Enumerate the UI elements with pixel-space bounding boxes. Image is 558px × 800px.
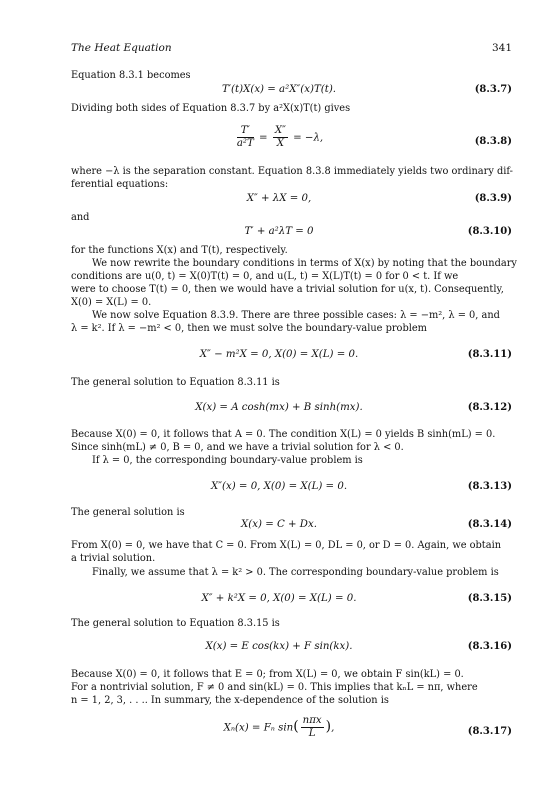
text-line: were to choose T(t) = 0, then we would have a trivial solution for u(x, t). Consequently, [71,284,504,295]
equation-number: (8.3.16) [467,641,512,652]
text-line: For a nontrivial solution, F ≠ 0 and sin(kL) = 0. This implies that kₙL = nπ, where [71,682,478,693]
fraction-numerator: X″ [274,125,286,136]
equation-number: (8.3.17) [467,726,512,737]
equation-body: X″(x) = 0, X(0) = X(L) = 0. [210,481,348,492]
text-line: The general solution to Equation 8.3.11 is [71,377,280,388]
fraction-denominator: L [308,728,316,739]
fraction [301,715,324,740]
equation-number: (8.3.8) [474,136,512,147]
equation-8-3-11 [0,349,558,363]
equation-body: X″ − m²X = 0, X(0) = X(L) = 0. [199,349,359,360]
text-line: and [71,212,90,223]
text-line: ferential equations: [71,179,169,190]
equation-body: Xₙ(x) = Fₙ sin( $\frac{\text{nπx}}{L}$ ), [223,715,335,739]
equation-8-3-9 [0,193,558,207]
equation-number: (8.3.14) [467,519,512,530]
equation-8-3-14 [0,519,558,533]
equation-body: T′(t)X(x) = a²X″(x)T(t). [221,84,337,95]
text-line: From X(0) = 0, we have that C = 0. From X(L) = 0, DL = 0, or D = 0. Again, we obtain [71,540,502,551]
fraction-denominator: a²T [236,138,254,149]
text-line: Finally, we assume that λ = k² > 0. The corresponding boundary-value problem is [92,567,499,578]
text-line: Since sinh(mL) ≠ 0, B = 0, and we have a trivial solution for λ < 0. [71,442,404,453]
equation-number: (8.3.7) [474,84,512,95]
fraction-numerator: T′ [237,125,254,138]
text-line: Dividing both sides of Equation 8.3.7 by a²X(x)T(t) gives [71,103,351,114]
equation-lhs: Xₙ(x) = Fₙ sin [223,722,294,734]
equation-tail: , [331,722,335,734]
equation-number: (8.3.11) [467,349,512,360]
fraction-denominator: X [276,138,284,149]
running-title: The Heat Equation [71,42,172,54]
page-number: 341 [491,42,512,54]
equation-8-3-10 [0,226,558,240]
text-line: for the functions X(x) and T(t), respectively. [71,245,288,256]
text-line: Because X(0) = 0, it follows that A = 0. The condition X(L) = 0 yields B sinh(mL) = 0. [71,429,496,440]
equation-8-3-17 [0,715,558,749]
equation-8-3-8 [0,125,558,159]
text-line: λ = k². If λ = −m² < 0, then we must solve the boundary-value problem [71,323,427,334]
equation-body: X(x) = C + Dx. [241,519,317,530]
equation-body: $\frac{T'}{\text{a²T}}$ = $\frac{X''}{X}$ = −λ, [236,125,324,149]
equation-body: X″ + k²X = 0, X(0) = X(L) = 0. [201,593,357,604]
equation-body: X(x) = E cos(kx) + F sin(kx). [205,641,353,652]
text-line: n = 1, 2, 3, . . .. In summary, the x-dependence of the solution is [71,695,389,706]
equation-8-3-15 [0,593,558,607]
equation-8-3-12 [0,402,558,416]
text-line: where −λ is the separation constant. Equation 8.3.8 immediately yields two ordinary dif- [71,166,513,177]
text-line: X(0) = X(L) = 0. [71,297,152,308]
equation-body: X(x) = A cosh(mx) + B sinh(mx). [195,402,363,413]
fraction [273,125,288,150]
equation-8-3-16 [0,641,558,655]
text-line: Equation 8.3.1 becomes [71,70,191,81]
running-header [71,42,512,56]
equation-body: X″ + λX = 0, [246,193,312,204]
text-line: We now rewrite the boundary conditions in terms of X(x) by noting that the boundary [92,258,517,269]
text-line: conditions are u(0, t) = X(0)T(t) = 0, and u(L, t) = X(L)T(t) = 0 for 0 < t. If we [71,271,459,282]
equation-number: (8.3.15) [467,593,512,604]
equation-8-3-13 [0,481,558,495]
text-line: We now solve Equation 8.3.9. There are three possible cases: λ = −m², λ = 0, and [92,310,500,321]
equation-number: (8.3.9) [474,193,512,204]
equation-number: (8.3.10) [467,226,512,237]
text-line: If λ = 0, the corresponding boundary-value problem is [92,455,363,466]
text-line: The general solution to Equation 8.3.15 is [71,618,280,629]
equation-tail: = −λ, [289,132,324,144]
fraction-numerator: nπx [302,715,322,726]
fraction [237,125,254,150]
text-line: The general solution is [71,507,185,518]
equation-8-3-7 [0,84,558,98]
equation-body: T′ + a²λT = 0 [244,226,314,237]
equation-number: (8.3.13) [467,481,512,492]
text-line: a trivial solution. [71,553,156,564]
text-line: Because X(0) = 0, it follows that E = 0; from X(L) = 0, we obtain F sin(kL) = 0. [71,669,464,680]
equation-number: (8.3.12) [467,402,512,413]
